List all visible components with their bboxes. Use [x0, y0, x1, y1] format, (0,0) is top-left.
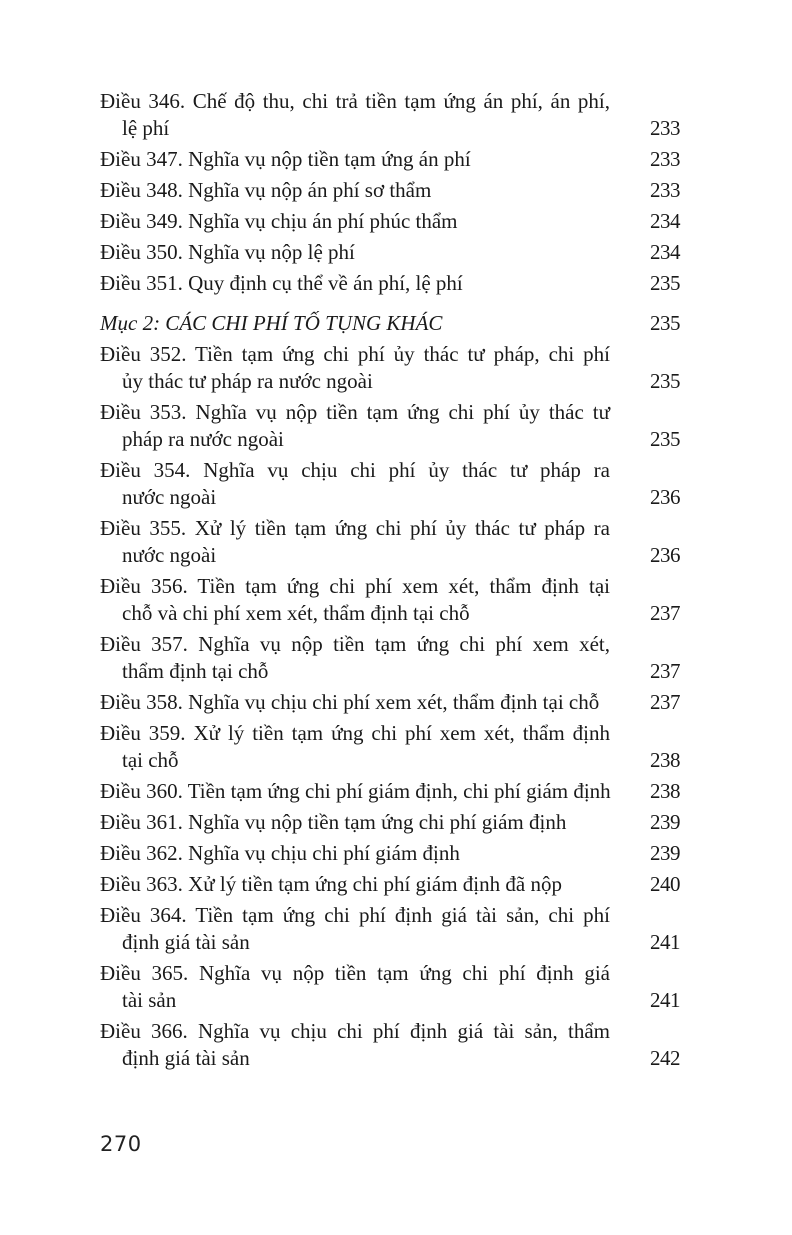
toc-entry	[100, 515, 682, 569]
toc-entry	[100, 399, 682, 453]
toc-entry-title-line: nước ngoài	[122, 543, 217, 567]
toc-entry	[100, 960, 682, 1014]
toc-entry	[100, 88, 682, 142]
toc-entry	[100, 208, 682, 235]
toc-entry-title-line: Điều 353. Nghĩa vụ nộp tiền tạm ứng chi phí ủy thác tư	[100, 400, 610, 424]
toc-entry-title-line: Điều 360. Tiền tạm ứng chi phí giám định, chi phí giám định	[100, 779, 611, 803]
toc-entry-title-line: Điều 352. Tiền tạm ứng chi phí ủy thác tư pháp, chi phí	[100, 342, 610, 366]
toc-page-number: 235	[650, 427, 680, 451]
toc-entry-title-line: Điều 363. Xử lý tiền tạm ứng chi phí giám định đã nộp	[100, 872, 562, 896]
toc-page-number: 241	[650, 988, 680, 1012]
page-number: 270	[100, 1132, 142, 1156]
toc-entry-title-line: Điều 358. Nghĩa vụ chịu chi phí xem xét, thẩm định tại chỗ	[100, 690, 600, 714]
toc-entry	[100, 341, 682, 395]
toc-entry	[100, 146, 682, 173]
toc-entry-title-line: định giá tài sản	[122, 930, 250, 954]
toc-entry	[100, 778, 682, 805]
toc-page-number: 240	[650, 872, 680, 896]
toc-entry-title-line: ủy thác tư pháp ra nước ngoài	[122, 369, 373, 393]
toc-entry-title-line: tài sản	[122, 988, 177, 1012]
toc-page-number: 242	[650, 1046, 680, 1070]
toc-entry	[100, 457, 682, 511]
toc-entry	[100, 871, 682, 898]
toc-entry	[100, 177, 682, 204]
toc-entry-title-line: định giá tài sản	[122, 1046, 250, 1070]
toc-page-number: 241	[650, 930, 680, 954]
toc-page-number: 237	[650, 659, 680, 683]
toc-page-number: 233	[650, 116, 680, 140]
toc-page-number: 233	[650, 147, 680, 171]
toc-entry-title-line: tại chỗ	[122, 748, 179, 772]
toc-entry-title-line: Điều 359. Xử lý tiền tạm ứng chi phí xem xét, thẩm định	[100, 721, 610, 745]
toc-entry-title-line: thẩm định tại chỗ	[122, 659, 269, 683]
toc-entry-title-line: Điều 364. Tiền tạm ứng chi phí định giá tài sản, chi phí	[100, 903, 610, 927]
toc-entry	[100, 239, 682, 266]
toc-page-number: 239	[650, 810, 680, 834]
toc-entry	[100, 902, 682, 956]
toc-entry	[100, 1018, 682, 1072]
toc-entry-title-line: Điều 348. Nghĩa vụ nộp án phí sơ thẩm	[100, 178, 432, 202]
toc-page-number: 237	[650, 601, 680, 625]
toc-page-number: 238	[650, 779, 680, 803]
toc-entry-title-line: pháp ra nước ngoài	[122, 427, 284, 451]
toc-page-number: 235	[650, 311, 680, 335]
toc-entry-title-line: Điều 362. Nghĩa vụ chịu chi phí giám định	[100, 841, 460, 865]
toc-entry-title-line: Điều 346. Chế độ thu, chi trả tiền tạm ứng án phí, án phí,	[100, 89, 610, 113]
toc-entry-title-line: Điều 355. Xử lý tiền tạm ứng chi phí ủy thác tư pháp ra	[100, 516, 610, 540]
toc-entry	[100, 689, 682, 716]
toc-page-number: 234	[650, 240, 680, 264]
toc-page-number: 234	[650, 209, 680, 233]
toc-entry-title-line: Điều 347. Nghĩa vụ nộp tiền tạm ứng án phí	[100, 147, 471, 171]
toc-entry-title-line: Điều 357. Nghĩa vụ nộp tiền tạm ứng chi phí xem xét,	[100, 632, 610, 656]
toc-entry	[100, 270, 682, 297]
toc-entry-title-line: Điều 351. Quy định cụ thể về án phí, lệ phí	[100, 271, 463, 295]
toc-entry	[100, 573, 682, 627]
toc-entry-title-line: lệ phí	[122, 116, 170, 140]
toc-page-number: 233	[650, 178, 680, 202]
toc-entry-title-line: Mục 2: CÁC CHI PHÍ TỐ TỤNG KHÁC	[100, 311, 443, 335]
toc-entry	[100, 720, 682, 774]
toc-entry-title-line: Điều 354. Nghĩa vụ chịu chi phí ủy thác tư pháp ra	[100, 458, 610, 482]
toc-entry	[100, 840, 682, 867]
toc-entry	[100, 809, 682, 836]
toc-page-number: 237	[650, 690, 680, 714]
toc-entry-title-line: Điều 361. Nghĩa vụ nộp tiền tạm ứng chi phí giám định	[100, 810, 567, 834]
toc-entry-title-line: Điều 366. Nghĩa vụ chịu chi phí định giá tài sản, thẩm	[100, 1019, 610, 1043]
table-of-contents	[100, 88, 682, 1076]
toc-section-heading	[100, 310, 682, 337]
toc-page-number: 236	[650, 485, 680, 509]
toc-entry-title-line: Điều 365. Nghĩa vụ nộp tiền tạm ứng chi phí định giá	[100, 961, 610, 985]
toc-entry-title-line: nước ngoài	[122, 485, 217, 509]
toc-entry	[100, 631, 682, 685]
toc-entry-title-line: Điều 349. Nghĩa vụ chịu án phí phúc thẩm	[100, 209, 458, 233]
toc-page-number: 235	[650, 369, 680, 393]
toc-entry-title-line: Điều 350. Nghĩa vụ nộp lệ phí	[100, 240, 355, 264]
toc-page-number: 238	[650, 748, 680, 772]
toc-page-number: 235	[650, 271, 680, 295]
toc-entry-title-line: chỗ và chi phí xem xét, thẩm định tại chỗ	[122, 601, 470, 625]
toc-entry-title-line: Điều 356. Tiền tạm ứng chi phí xem xét, thẩm định tại	[100, 574, 610, 598]
toc-page-number: 236	[650, 543, 680, 567]
toc-page-number: 239	[650, 841, 680, 865]
